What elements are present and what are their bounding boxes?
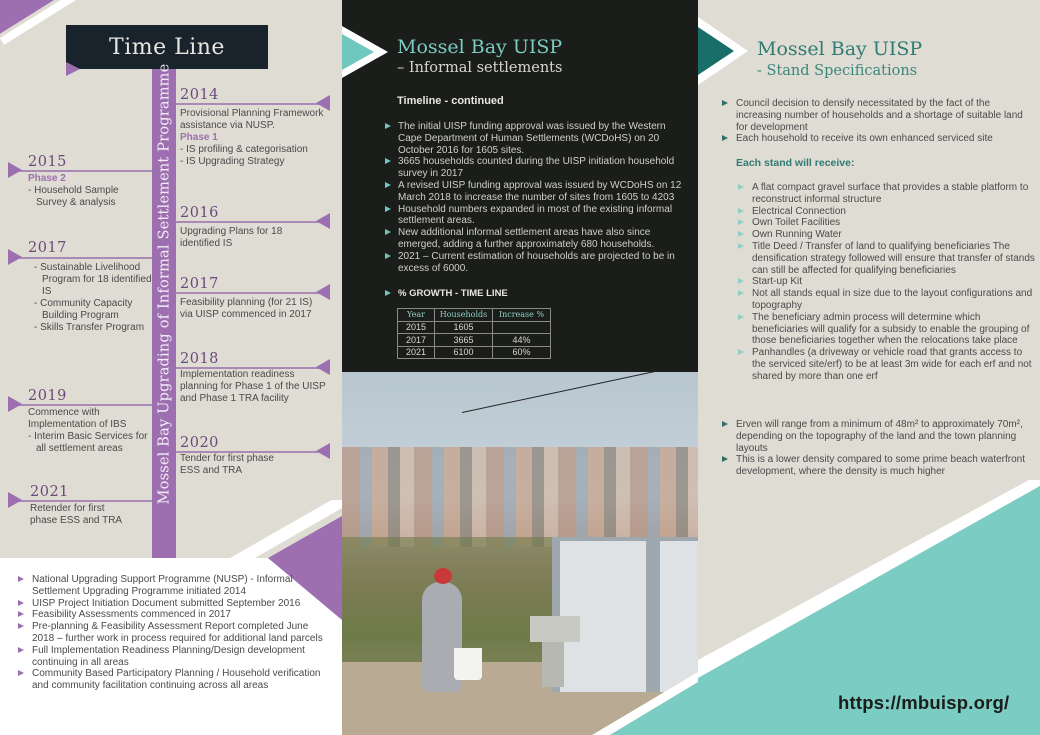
timeline-entry-2018: 2018 Implementation readiness planning for Phase 1 of the UISP and Phase 1 TRA facility <box>180 351 326 404</box>
timeline-panel <box>0 0 342 735</box>
list-item: Each household to receive its own enhanced serviced site <box>722 133 1032 145</box>
list-item: Title Deed / Transfer of land to qualifying beneficiaries The densification strategy followed will ensure that transfer of stands can still be affected for qualifying beneficiaries <box>738 241 1038 276</box>
bullet-icon <box>385 206 391 212</box>
list-item: Own Running Water <box>738 229 1038 241</box>
list-item: Own Toilet Facilities <box>738 217 1038 229</box>
vertical-banner-text: Mossel Bay Upgrading of Informal Settlement Programme <box>156 63 173 505</box>
bullet-icon <box>722 100 728 106</box>
bullet-icon <box>18 647 24 653</box>
timeline-entry-2019: 2019 Commence with Implementation of IBS - Interim Basic Services for all settlement areas <box>28 388 148 454</box>
bullet-icon <box>385 182 391 188</box>
list-item: 2021 – Current estimation of households are projected to be in excess of 6000. <box>382 251 687 275</box>
list-item: Electrical Connection <box>738 206 1038 218</box>
bullet-icon <box>738 231 744 237</box>
bullet-icon <box>722 456 728 462</box>
arrow-right-icon <box>8 162 22 178</box>
growth-heading: % GROWTH - TIME LINE <box>382 288 508 299</box>
list-item: The initial UISP funding approval was issued by the Western Cape Department of Human Settlements (WCDoHS) on 20 October 2016 for 1605 sites. <box>382 121 687 156</box>
table-row: 2015 1605 <box>398 321 551 334</box>
bullet-icon <box>722 421 728 427</box>
list-item: UISP Project Initiation Document submitted September 2016 <box>18 598 328 610</box>
timeline-entry-2015: 2015 Phase 2 - Household Sample Survey & analysis <box>28 154 119 208</box>
bullet-icon <box>738 219 744 225</box>
bullet-icon <box>738 314 744 320</box>
bullet-icon <box>18 670 24 676</box>
timeline-entry-2021: 2021 Retender for first phase ESS and TRA <box>30 484 123 526</box>
timeline-entry-2020: 2020 Tender for first phase ESS and TRA <box>180 435 274 476</box>
list-item: Start-up Kit <box>738 276 1038 288</box>
bullet-icon <box>738 184 744 190</box>
timeline-title: Time Line <box>66 25 268 69</box>
timeline-entry-2017b: 2017 Feasibility planning (for 21 IS) via UISP commenced in 2017 <box>180 276 313 320</box>
list-item: Erven will range from a minimum of 48m² to approximately 70m², depending on the topography of the land and the town planning layouts <box>722 419 1032 454</box>
title-flag-icon <box>66 62 80 76</box>
timeline-entry-2014: 2014 Provisional Planning Framework assistance via NUSP. Phase 1 - IS profiling & categorisation - IS Upgrading Strategy <box>180 87 324 167</box>
bullet-icon <box>738 349 744 355</box>
list-item: A flat compact gravel surface that provides a stable platform to reconstruct informal structure <box>738 182 1038 206</box>
list-item: This is a lower density compared to some prime beach waterfront development, where the density is much higher <box>722 454 1032 478</box>
section-heading: Timeline - continued <box>397 95 504 107</box>
timeline-entry-2016: 2016 Upgrading Plans for 18 identified IS <box>180 205 283 249</box>
growth-table <box>397 308 551 359</box>
bullet-icon <box>385 253 391 259</box>
list-item: Household numbers expanded in most of the existing informal settlement areas. <box>382 204 687 228</box>
bullet-icon <box>18 600 24 606</box>
panel-subtitle: - Stand Specifications <box>757 63 918 79</box>
erven-bullets <box>722 419 1032 478</box>
arrow-right-icon <box>8 396 22 412</box>
list-item: A revised UISP funding approval was issued by WCDoHS on 12 March 2018 to increase the number of sites from 1605 to 4203 <box>382 180 687 204</box>
decorative-corner <box>342 560 698 735</box>
list-item: 3665 households counted during the UISP initiation household survey in 2017 <box>382 156 687 180</box>
bullet-icon <box>738 208 744 214</box>
list-item: Panhandles (a driveway or vehicle road that grants access to the serviced site/erf) to be at least 3m wide for each erf and not shared by more than one erf <box>738 347 1038 382</box>
bullet-icon <box>385 158 391 164</box>
bullet-icon <box>385 123 391 129</box>
list-item: New additional informal settlement areas have also since emerged, adding a further approximately 680 households. <box>382 227 687 251</box>
section-heading: Each stand will receive: <box>736 157 855 169</box>
stand-specifications-panel <box>698 0 1040 735</box>
list-item: Pre-planning & Feasibility Assessment Report completed June 2018 – further work in process required for additional land parcels <box>18 621 328 645</box>
list-item: The beneficiary admin process will determine which beneficiaries will qualify for a subsidy to enable the grouping of those beneficiaries together when the relocations take place <box>738 312 1038 347</box>
website-link[interactable]: https://mbuisp.org/ <box>838 692 1010 713</box>
informal-settlements-panel <box>342 0 698 735</box>
panel-title: Mossel Bay UISP <box>397 36 563 58</box>
bullet-icon <box>738 290 744 296</box>
list-item: Not all stands equal in size due to the layout configurations and topography <box>738 288 1038 312</box>
summary-bullets <box>18 574 328 692</box>
list-item: Community Based Participatory Planning / Household verification and community facilitation continuing across all areas <box>18 668 328 692</box>
panel-title: Mossel Bay UISP <box>757 38 923 60</box>
list-item: Council decision to densify necessitated by the fact of the increasing number of households and a shortage of suitable land for development <box>722 98 1032 133</box>
stand-items-list <box>738 182 1038 383</box>
list-item: Full Implementation Readiness Planning/Design development continuing in all areas <box>18 645 328 669</box>
bullet-icon <box>738 278 744 284</box>
bullet-icon <box>18 611 24 617</box>
table-row: 2021 6100 60% <box>398 346 551 359</box>
bullet-icon <box>18 576 24 582</box>
timeline-continued-list <box>382 121 687 274</box>
timeline-entry-2017a: 2017 - Sustainable Livelihood Program for 18 identified IS - Community Capacity Building Program - Skills Transfer Program <box>28 240 152 333</box>
bullet-icon <box>18 623 24 629</box>
table-row: 2017 3665 44% <box>398 334 551 347</box>
panel-subtitle: – Informal settlements <box>397 60 563 76</box>
intro-bullets <box>722 98 1032 145</box>
bullet-icon <box>722 135 728 141</box>
list-item: National Upgrading Support Programme (NUSP) - Informal Settlement Upgrading Programme initiated 2014 <box>18 574 328 598</box>
list-item: Feasibility Assessments commenced in 2017 <box>18 609 328 621</box>
table-header-row: Year Households Increase % <box>398 309 551 322</box>
bullet-icon <box>385 290 391 296</box>
bullet-icon <box>738 243 744 249</box>
arrow-right-icon <box>8 249 22 265</box>
bullet-icon <box>385 229 391 235</box>
